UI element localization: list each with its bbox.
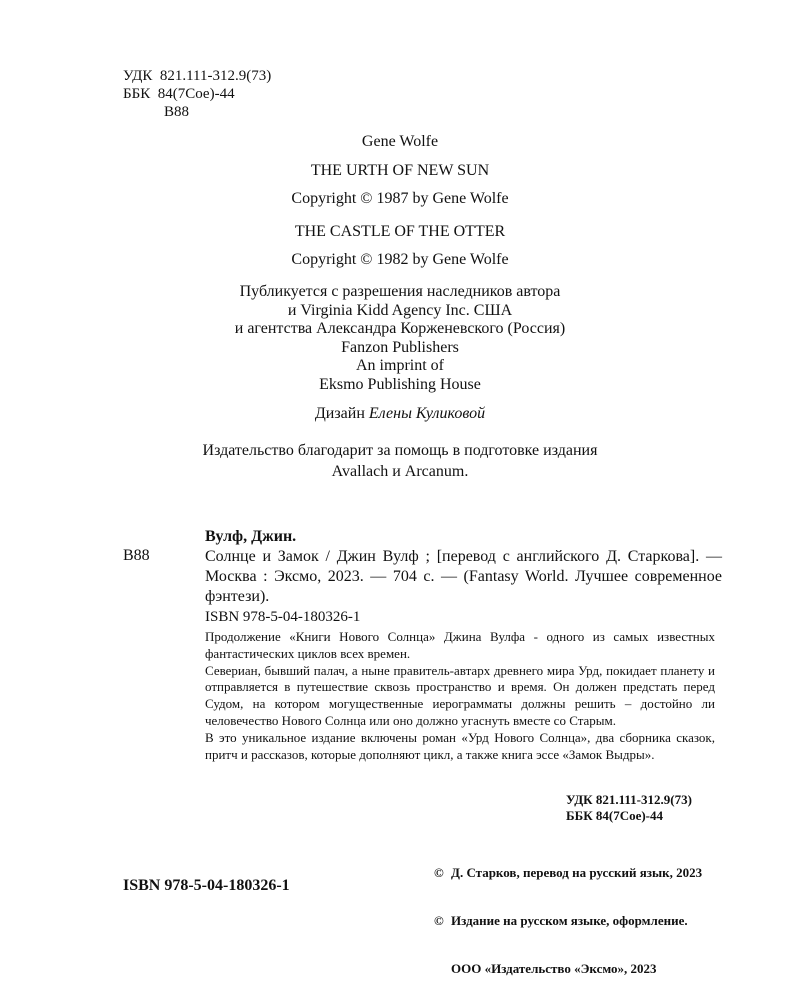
- acknowledgement: [0, 440, 800, 482]
- design-credit: [0, 405, 800, 423]
- annotation-paragraph: Продолжение «Книги Нового Солнца» Джина Вулфа - одного из самых известных фантастических циклов всех времен.: [205, 629, 715, 661]
- copyright-symbol: ©: [434, 913, 444, 928]
- classification-bottom: [566, 792, 692, 824]
- copyright-1: Copyright © 1987 by Gene Wolfe: [291, 190, 509, 207]
- annotation: [205, 629, 715, 763]
- copyright-row: [421, 945, 702, 993]
- card-code: В88: [123, 547, 150, 564]
- original-title-2: THE CASTLE OF THE OTTER: [294, 223, 506, 240]
- notice-line: Fanzon Publishers: [341, 338, 459, 356]
- design-label: Дизайн: [314, 405, 365, 422]
- copyright-line-2: Издание на русском языке, оформление.: [451, 913, 688, 928]
- copyright-block: [421, 849, 702, 993]
- card-isbn: ISBN 978-5-04-180326-1: [205, 609, 361, 625]
- copyright-row: [421, 897, 702, 945]
- publication-notice: [0, 283, 800, 394]
- notice-line: Eksmo Publishing House: [319, 375, 481, 393]
- bbk-bottom: ББК 84(7Сое)-44: [566, 808, 664, 823]
- card-author: Вулф, Джин.: [205, 528, 297, 545]
- copyright-line-1: Д. Старков, перевод на русский язык, 2023: [451, 865, 703, 880]
- classification-codes: [123, 67, 271, 121]
- annotation-paragraph: В это уникальное издание включены роман «Урд Нового Солнца», два сборника сказок, притч и рассказов, которые дополняют цикл, а также книга эссе «Замок Выдры».: [205, 729, 715, 762]
- original-title-1: THE URTH OF NEW SUN: [310, 162, 490, 179]
- copyright-symbol: ©: [434, 865, 444, 880]
- copyright-row: [421, 849, 702, 897]
- card-entry: Солнце и Замок / Джин Вулф ; [перевод с английского Д. Старкова]. — Москва : Эксмо, 2023. — 704 с. — (Fantasy World. Лучшее современное фэнтези).: [205, 548, 722, 605]
- original-author: Gene Wolfe: [361, 133, 439, 150]
- designer-name: Елены Куликовой: [368, 405, 486, 422]
- udk-bottom: УДК 821.111-312.9(73): [566, 792, 692, 807]
- notice-line: Публикуется с разрешения наследников автора: [239, 283, 561, 300]
- author-mark: В88: [164, 104, 190, 120]
- annotation-paragraph: Севериан, бывший палач, а ныне правитель-автарх древнего мира Урд, покидает планету и отправляется в путешествие сквозь пространство и время. Он должен предстать перед Судом, на котором могущественные иерограмматы должны решить – достойно ли человечество Нового Солнца или оно должно угаснуть вместе со Старым.: [205, 662, 715, 728]
- notice-line: и агентства Александра Корженевского (Россия): [234, 320, 566, 337]
- notice-line: и Virginia Kidd Agency Inc. США: [287, 301, 513, 319]
- acknowledgement-line: Avallach и Arcanum.: [331, 463, 469, 480]
- isbn-bottom: ISBN 978-5-04-180326-1: [123, 877, 290, 894]
- copyright-2: Copyright © 1982 by Gene Wolfe: [291, 251, 509, 268]
- bbk-code: ББК 84(7Сое)-44: [123, 86, 235, 102]
- notice-line: An imprint of: [356, 357, 444, 374]
- copyright-line-3: ООО «Издательство «Эксмо», 2023: [451, 961, 657, 976]
- acknowledgement-line: Издательство благодарит за помощь в подготовке издания: [202, 442, 598, 459]
- udk-code: УДК 821.111-312.9(73): [123, 68, 272, 84]
